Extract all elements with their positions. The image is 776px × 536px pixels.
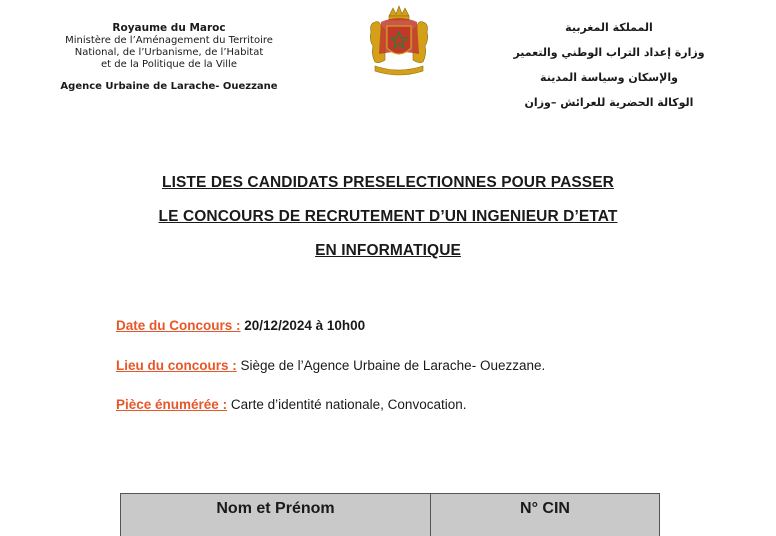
ministry-line3-fr: et de la Politique de la Ville: [101, 59, 237, 70]
exam-date-value: 20/12/2024 à 10h00: [244, 318, 366, 333]
title-line1: LISTE DES CANDIDATS PRESELECTIONNES POUR PASSER: [162, 174, 614, 191]
exam-place-value: Siège de l’Agence Urbaine de Larache- Ouezzane.: [240, 357, 546, 373]
kingdom-name-ar: المملكة المغربية: [565, 21, 653, 34]
title-line3: EN INFORMATIQUE: [315, 242, 461, 259]
exam-date-label: Date du Concours :: [116, 318, 241, 333]
column-header-cin: N° CIN: [520, 500, 570, 517]
agency-name-ar: الوكالة الحضرية للعرائش –وزان: [524, 96, 694, 109]
exam-place-label: Lieu du concours :: [116, 357, 237, 373]
exam-info: [116, 318, 545, 437]
header-left-fr: [38, 22, 300, 93]
agency-name-fr: Agence Urbaine de Larache- Ouezzane: [60, 81, 278, 92]
required-docs-label: Pièce énumérée :: [116, 397, 228, 412]
header-right-ar: [484, 20, 734, 120]
ministry-line2-fr: National, de l’Urbanisme, de l’Habitat: [74, 47, 264, 58]
coat-of-arms-icon: [365, 4, 433, 80]
exam-date-row: [116, 318, 545, 338]
title-line2: LE CONCOURS DE RECRUTEMENT D’UN INGENIEUR D’ETAT: [158, 208, 618, 225]
ministry-line1-fr: Ministère de l’Aménagement du Territoire: [65, 35, 273, 46]
required-docs-row: [116, 397, 545, 417]
ministry-line2-ar: والإسكان وسياسة المدينة: [540, 71, 678, 84]
document-title: [0, 166, 776, 268]
exam-place-row: [116, 358, 545, 378]
ministry-line1-ar: وزارة إعداد التراب الوطني والتعمير: [513, 46, 705, 59]
required-docs-value: Carte d’identité nationale, Convocation.: [230, 397, 467, 412]
column-header-name: Nom et Prénom: [121, 494, 431, 536]
candidates-table-header: [120, 493, 660, 536]
kingdom-name-fr: Royaume du Maroc: [112, 22, 226, 34]
